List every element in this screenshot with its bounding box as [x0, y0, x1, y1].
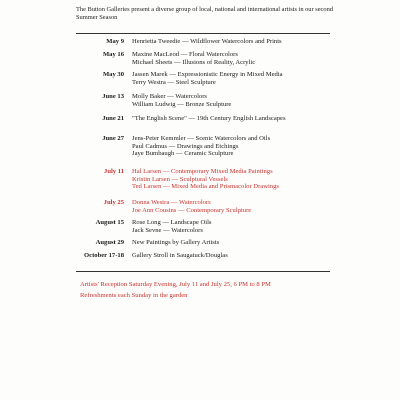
entry-date: October 17-18 — [84, 252, 124, 259]
artist-line: New Paintings by Gallery Artists — [132, 239, 220, 246]
artist-line: William Ludwig — Bronze Sculpture — [132, 100, 232, 108]
entry-artists — [132, 219, 342, 234]
entry-date: May 9 — [106, 38, 124, 45]
artist-line: Gallery Stroll in Saugatuck/Douglas — [132, 252, 228, 259]
artist-line: Jassen Marek — Expressionistic Energy in Mixed Media — [132, 71, 283, 78]
artist-line: Paul Cadmus — Drawings and Etchings — [132, 142, 239, 150]
top-divider — [76, 33, 330, 34]
artist-line: Ted Larsen — Mixed Media and Prismacolor Drawings — [132, 183, 279, 191]
entry-date: August 15 — [95, 219, 124, 226]
artist-line: Michael Sheets — Illusions of Reality, Acrylic — [132, 58, 256, 66]
artist-line: Molly Baker — Watercolors — [132, 93, 207, 100]
entry-date: July 11 — [104, 168, 124, 175]
entry-artists — [132, 71, 342, 86]
entry-artists — [132, 51, 342, 66]
artist-line: Terry Westra — Steel Sculpture — [132, 78, 216, 86]
artist-line: Jack Sevne — Watercolors — [132, 226, 203, 234]
entry-date: June 21 — [102, 115, 124, 122]
artist-line: "The English Scene" — 19th Century English Landscapes — [132, 115, 286, 122]
artist-line: Joe Ann Cousins — Contemporary Sculpture — [132, 206, 252, 214]
entry-date: May 30 — [102, 71, 124, 78]
entry-artists — [132, 199, 342, 214]
entry-date: August 29 — [95, 239, 124, 246]
entry-date: July 25 — [103, 199, 124, 206]
entry-artists — [132, 135, 342, 158]
entry-date: May 16 — [102, 51, 124, 58]
intro-text: The Button Galleries present a diverse group of local, national and international artists in our second Summer Season — [76, 6, 333, 22]
artist-line: Maxine MacLeod — Floral Watercolors — [132, 51, 238, 58]
artist-line: Kristin Larsen — Sculptural Vessels — [132, 175, 228, 183]
entry-date: June 13 — [102, 93, 124, 100]
artist-line: Jens-Peter Kemmler — Scenic Watercolors and Oils — [132, 135, 271, 142]
artist-line: Donna Westra — Watercolors — [132, 199, 211, 206]
entry-artists — [132, 252, 342, 260]
artist-line: Hal Larsen — Contemporary Mixed Media Paintings — [132, 168, 273, 175]
entry-artists — [132, 239, 342, 247]
entry-artists — [132, 38, 342, 46]
refreshments-note: Refreshments each Sunday in the garden — [80, 292, 188, 299]
artist-line: Jaye Bumbaugh — Ceramic Sculpture — [132, 150, 234, 158]
artist-line: Henrietta Tweedie — Wildflower Watercolors and Prints — [132, 38, 282, 45]
artist-line: Rose Long — Landscape Oils — [132, 219, 212, 226]
bottom-divider — [76, 271, 330, 272]
entry-artists — [132, 168, 342, 191]
reception-note: Artists' Reception Saturday Evening, July 11 and July 25, 6 PM to 8 PM — [80, 281, 271, 288]
entry-date: June 27 — [102, 135, 124, 142]
entry-artists — [132, 115, 342, 123]
entry-artists — [132, 93, 342, 108]
